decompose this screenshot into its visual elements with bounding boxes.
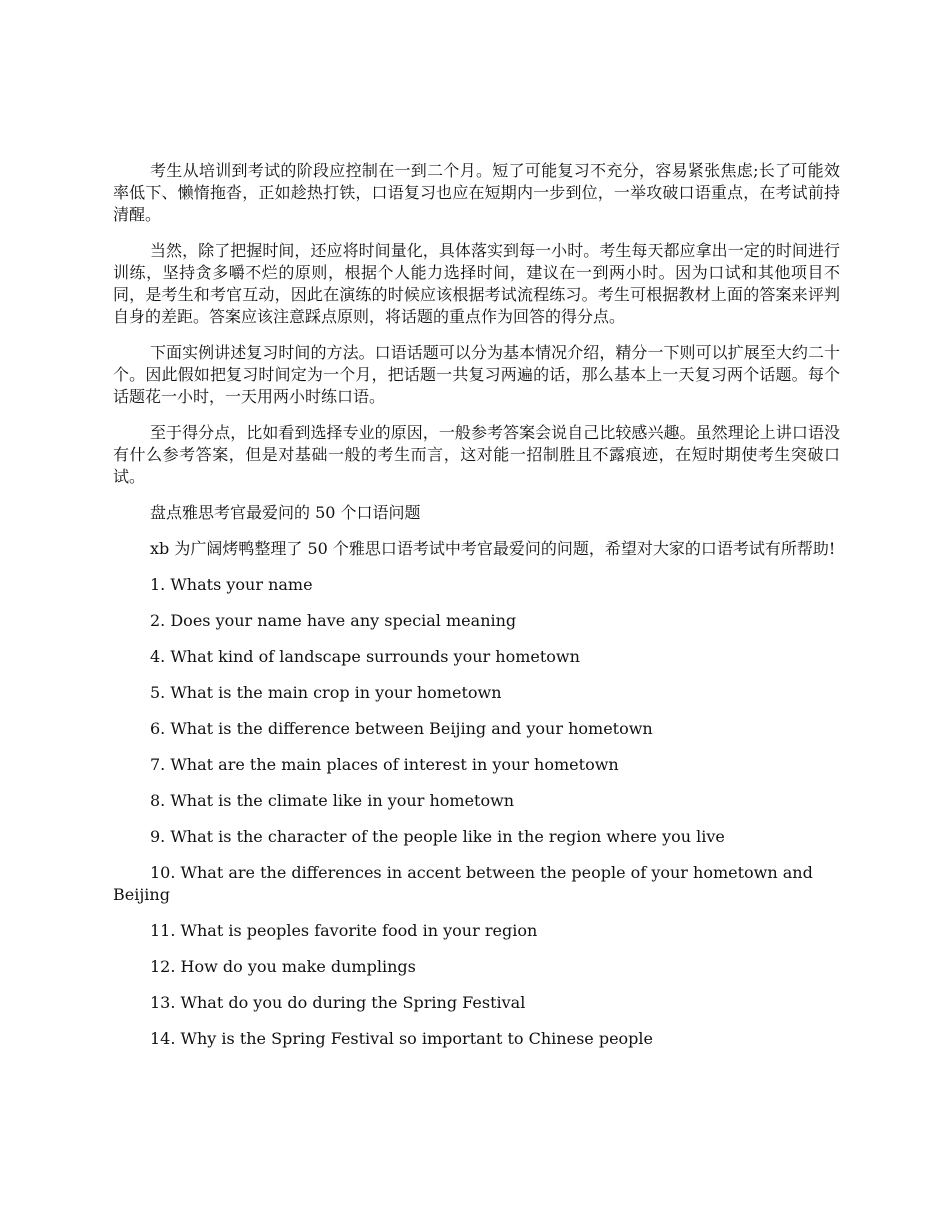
list-item: 8. What is the climate like in your hometown (150, 791, 515, 810)
section-heading: 盘点雅思考官最爱问的 50 个口语问题 (150, 503, 421, 522)
list-item: 4. What kind of landscape surrounds your hometown (150, 647, 580, 666)
list-item: 1. Whats your name (150, 575, 313, 594)
paragraph-time-quantify: 当然，除了把握时间，还应将时间量化，具体落实到每一小时。考生每天都应拿出一定的时间进行训练，坚持贪多嚼不烂的原则，根据个人能力选择时间，建议在一到两小时。因为口试和其他项目不同，是考生和考官互动，因此在演练的时候应该根据考试流程练习。考生可根据教材上面的答案来评判自身的差距。答案应该注意踩点原则，将话题的重点作为回答的得分点。 (113, 241, 840, 326)
list-item: 13. What do you do during the Spring Festival (150, 993, 526, 1012)
list-item: 6. What is the difference between Beijing and your hometown (150, 719, 653, 738)
question-list (113, 574, 840, 1050)
list-item: 2. Does your name have any special meaning (150, 611, 517, 630)
document-page (113, 160, 840, 1064)
paragraph-study-duration: 考生从培训到考试的阶段应控制在一到二个月。短了可能复习不充分，容易紧张焦虑;长了可能效率低下、懒惰拖沓，正如趁热打铁，口语复习也应在短期内一步到位，一举攻破口语重点，在考试前持清醒。 (113, 161, 840, 224)
list-item: 12. How do you make dumplings (150, 957, 416, 976)
list-item: 5. What is the main crop in your hometown (150, 683, 502, 702)
paragraph-scoring-points: 至于得分点，比如看到选择专业的原因，一般参考答案会说自己比较感兴趣。虽然理论上讲口语没有什么参考答案，但是对基础一般的考生而言，这对能一招制胜且不露痕迹，在短时期使考生突破口试。 (113, 423, 840, 486)
paragraph-example-method: 下面实例讲述复习时间的方法。口语话题可以分为基本情况介绍，精分一下则可以扩展至大约二十个。因此假如把复习时间定为一个月，把话题一共复习两遍的话，那么基本上一天复习两个话题。每个话题花一小时，一天用两小时练口语。 (113, 343, 840, 406)
paragraph-intro-questions: xb 为广阔烤鸭整理了 50 个雅思口语考试中考官最爱问的问题，希望对大家的口语考试有所帮助! (150, 539, 836, 558)
list-item: 11. What is peoples favorite food in your region (150, 921, 538, 940)
list-item: 14. Why is the Spring Festival so important to Chinese people (150, 1029, 653, 1048)
list-item: 9. What is the character of the people like in the region where you live (150, 827, 725, 846)
list-item: 7. What are the main places of interest in your hometown (150, 755, 619, 774)
list-item: 10. What are the differences in accent between the people of your hometown and Beijing (113, 863, 813, 904)
